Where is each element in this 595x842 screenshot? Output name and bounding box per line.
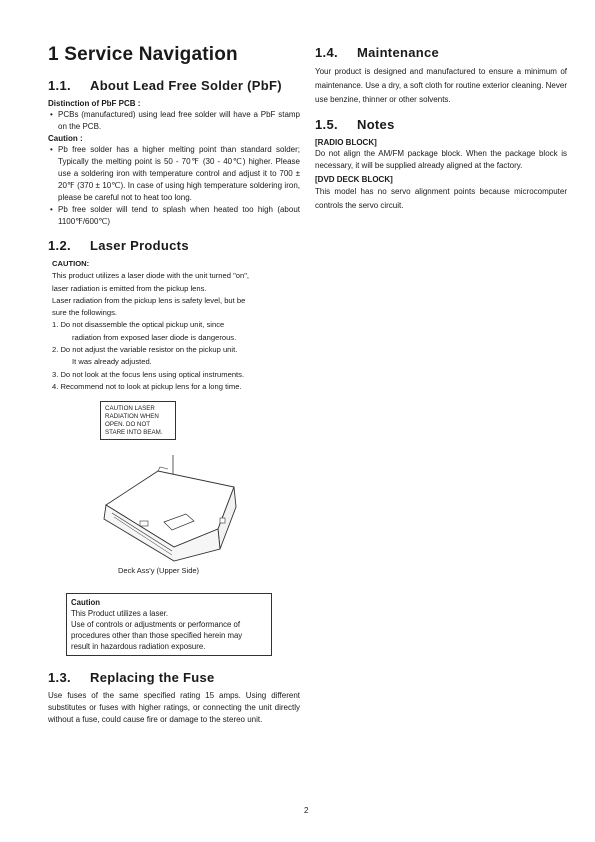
caution-box-line: result in hazardous radiation exposure. bbox=[71, 642, 206, 652]
list-item-line: 3. Do not look at the focus lens using optical instruments. bbox=[52, 369, 245, 379]
caution-box-line: Use of controls or adjustments or performance of bbox=[71, 620, 241, 630]
distinction-heading: Distinction of PbF PCB : bbox=[48, 99, 141, 108]
list-item-line: radiation from exposed laser diode is dangerous. bbox=[72, 332, 237, 342]
list-item-line: 4. Recommend not to look at pickup lens for a long time. bbox=[52, 381, 242, 391]
figure-caption: Deck Ass'y (Upper Side) bbox=[118, 566, 200, 576]
section-number: 1.2. bbox=[48, 238, 71, 253]
section-1-2-heading bbox=[48, 238, 300, 253]
caution-heading: Caution : bbox=[48, 134, 83, 143]
caution-box-heading: Caution bbox=[71, 598, 101, 608]
distinction-list bbox=[48, 109, 300, 133]
section-number: 1.5. bbox=[315, 117, 338, 132]
section-title: Notes bbox=[357, 117, 395, 132]
laser-text-line: Laser radiation from the pickup lens is safety level, but be bbox=[52, 295, 246, 305]
section-number: 1.4. bbox=[315, 45, 338, 60]
laser-text-line: This product utilizes a laser diode with the unit turned "on", bbox=[52, 271, 250, 281]
list-item bbox=[52, 381, 300, 393]
list-item-line: 1. Do not disassemble the optical pickup unit, since bbox=[52, 320, 225, 330]
list-item-line: It was already adjusted. bbox=[72, 357, 152, 367]
section-1-5-heading bbox=[315, 117, 567, 132]
section-title: Laser Products bbox=[90, 238, 189, 253]
caution-box-line: procedures other than those specified herein may bbox=[71, 631, 243, 641]
maintenance-paragraph: Your product is designed and manufactured to ensure a minimum of maintenance. Use a dry, a soft cloth for routine exterior cleaning. Never use benzine, thinner or other solvents. bbox=[315, 67, 567, 104]
section-number: 1.1. bbox=[48, 78, 71, 93]
laser-caution-block bbox=[52, 258, 300, 393]
fuse-paragraph: Use fuses of the same specified rating 15 amps. Using different substitutes or fuses with higher ratings, or connecting the unit directly without a fuse, could cause fire or damage to the stereo unit. bbox=[48, 691, 300, 725]
dvd-deck-block-paragraph: This model has no servo alignment points because microcomputer controls the servo circuit. bbox=[315, 187, 567, 210]
caution-box-line: This Product utilizes a laser. bbox=[71, 609, 169, 619]
left-column bbox=[48, 40, 300, 726]
page-number: 2 bbox=[304, 806, 309, 815]
laser-warning-label: CAUTION LASER RADIATION WHEN OPEN. DO NOT STARE INTO BEAM. bbox=[100, 401, 176, 440]
section-1-3-heading bbox=[48, 670, 300, 685]
list-item-line: 2. Do not adjust the variable resistor on the pickup unit. bbox=[52, 345, 238, 355]
list-item bbox=[52, 344, 300, 369]
list-item bbox=[52, 369, 300, 381]
list-item: • PCBs (manufactured) using lead free solder will have a PbF stamp on the PCB. bbox=[48, 109, 300, 133]
section-title: Maintenance bbox=[357, 45, 440, 60]
radio-block-heading: [RADIO BLOCK] bbox=[315, 138, 377, 147]
laser-precaution-list bbox=[52, 319, 300, 393]
caution-list bbox=[48, 144, 300, 228]
dvd-deck-block-heading: [DVD DECK BLOCK] bbox=[315, 175, 393, 184]
list-item: • Pb free solder will tend to splash when heated too high (about 1100℉/600℃) bbox=[48, 204, 300, 228]
laser-text-line: sure the followings. bbox=[52, 308, 118, 318]
section-number: 1.3. bbox=[48, 670, 71, 686]
radio-block-paragraph: Do not align the AM/FM package block. When the package block is necessary, it will be supplied already aligned at the factory. bbox=[315, 149, 567, 170]
laser-text-line: laser radiation is emitted from the pickup lens. bbox=[52, 283, 207, 293]
section-1-1-heading bbox=[48, 78, 300, 93]
list-item: • Pb free solder has a higher melting point than standard solder; Typically the melting point is 50 - 70℉ (30 - 40℃) higher. Please use a soldering iron with temperature control and adjust it to 700 ± 20℉ (370 ± 10℃). In case of using high temperature soldering iron, please be careful not to heat too long. bbox=[48, 144, 300, 204]
page-title: 1 Service Navigation bbox=[48, 44, 238, 65]
section-1-4-heading bbox=[315, 45, 567, 60]
right-column bbox=[315, 40, 567, 213]
section-title: Replacing the Fuse bbox=[90, 670, 215, 686]
laser-caution-heading: CAUTION: bbox=[52, 259, 90, 268]
section-title: About Lead Free Solder (PbF) bbox=[90, 78, 282, 93]
list-item bbox=[52, 319, 300, 344]
deck-assembly-figure bbox=[48, 399, 300, 579]
laser-caution-box bbox=[66, 593, 272, 656]
